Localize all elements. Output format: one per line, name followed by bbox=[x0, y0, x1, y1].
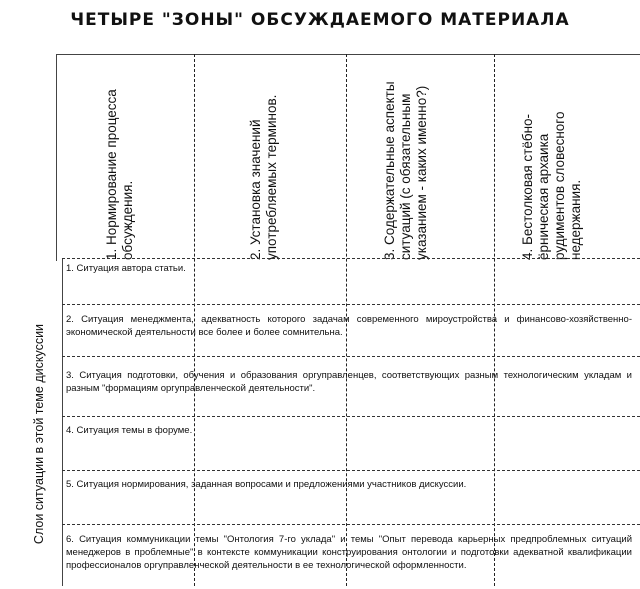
side-label-text: Слои ситуации в этой теме дискуссии bbox=[32, 323, 46, 545]
column-header-4 bbox=[520, 60, 620, 260]
column-header-2 bbox=[248, 60, 308, 260]
table-left-border bbox=[62, 258, 63, 586]
column-header-4-label: 4. Бестолковая стёбно-ёрническая архаика рудиментов словесного недержания. bbox=[520, 111, 583, 260]
page-title: ЧЕТЫРЕ "ЗОНЫ" ОБСУЖДАЕМОГО МАТЕРИАЛА bbox=[70, 10, 570, 30]
column-header-1 bbox=[104, 60, 164, 260]
header-top-line bbox=[56, 54, 640, 55]
side-label bbox=[32, 288, 56, 580]
row-line-5 bbox=[62, 524, 640, 525]
row-line-4 bbox=[62, 470, 640, 471]
row-label-3: 3. Ситуация подготовки, обучения и образования оргуправленцев, соответствующих разным технологическим укладам и разным "формациям оргуправленческой деятельности". bbox=[66, 370, 632, 394]
row-line-2 bbox=[62, 356, 640, 357]
row-line-0 bbox=[62, 258, 640, 259]
row-line-1 bbox=[62, 304, 640, 305]
row-label-5: 5. Ситуация нормирования, заданная вопросами и предложениями участников дискуссии. bbox=[66, 479, 467, 490]
row-line-3 bbox=[62, 416, 640, 417]
column-header-3 bbox=[382, 60, 442, 260]
column-header-1-label: 1. Нормирование процесса обсуждения. bbox=[104, 89, 135, 260]
row-label-1: 1. Ситуация автора статьи. bbox=[66, 263, 186, 274]
row-label-6: 6. Ситуация коммуникации темы "Онтология 7-го уклада" и темы "Опыт перевода карьерных предпроблемных ситуаций менеджеров в проблемные" в контексте коммуникации конструирования онтологии и подготовки адекватной квалификации профессионалов оргуправленческой деятельности в ее технологической оформленности. bbox=[66, 534, 632, 571]
row-label-4: 4. Ситуация темы в форуме. bbox=[66, 425, 193, 436]
column-header-2-label: 2. Установка значений употребляемых терминов. bbox=[248, 94, 279, 260]
column-separator-0 bbox=[56, 54, 57, 261]
row-label-2: 2. Ситуация менеджмента, адекватность которого задачам современного мироустройства и финансово-хозяйственно-экономической деятельности все более и более сомнительна. bbox=[66, 314, 632, 338]
column-header-3-label: 3. Содержательные аспекты ситуаций (с обязательным указанием - каких именно?) bbox=[382, 81, 429, 260]
